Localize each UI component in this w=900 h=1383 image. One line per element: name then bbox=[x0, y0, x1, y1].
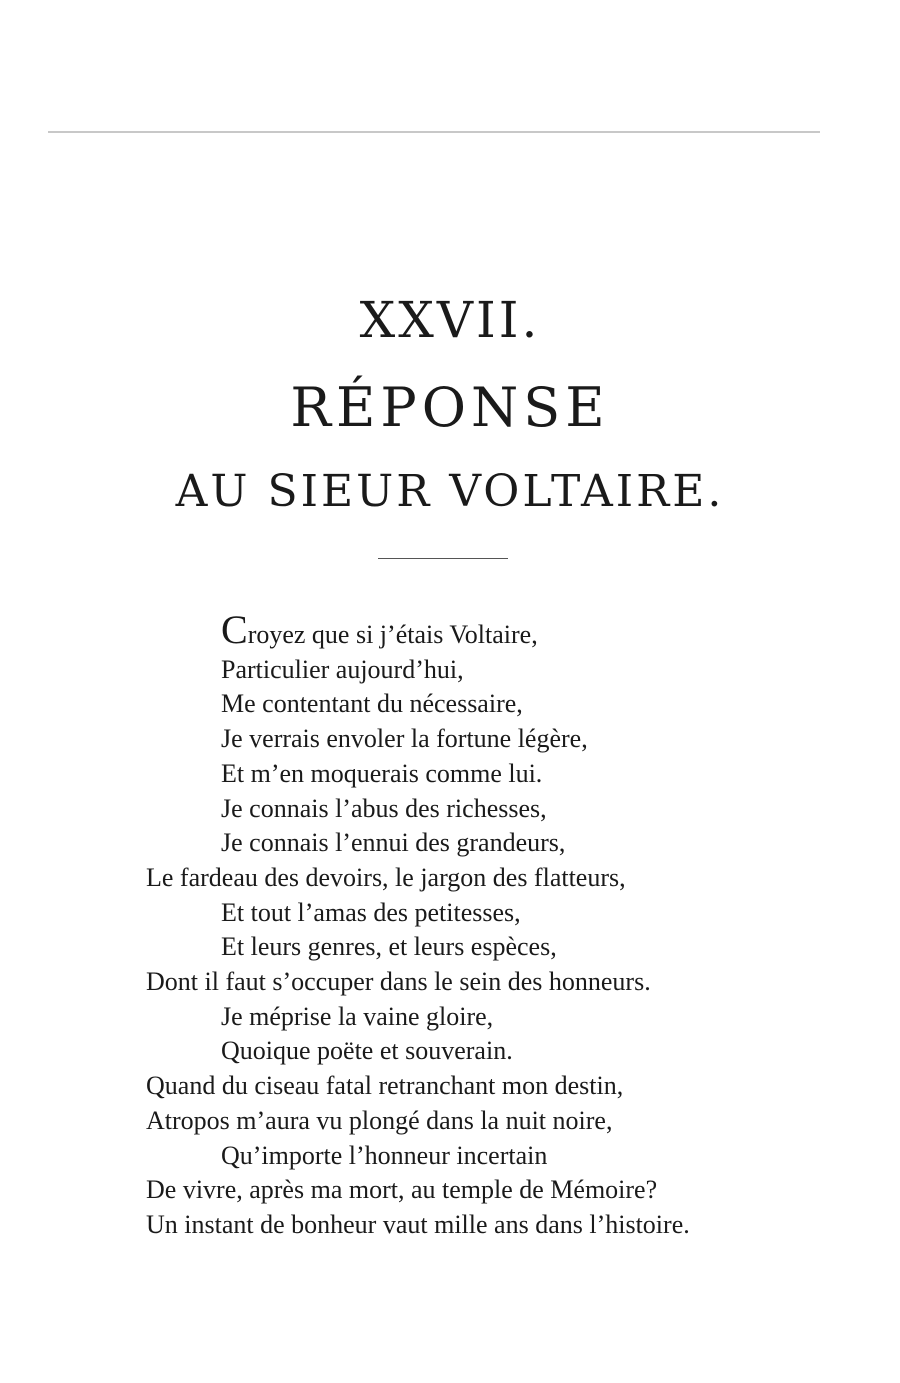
verse-line-text: royez que si j’étais Voltaire, bbox=[247, 620, 538, 649]
poem-body bbox=[0, 607, 900, 1243]
verse-line: Je connais l’abus des richesses, bbox=[221, 793, 547, 823]
verse-line: De vivre, après ma mort, au temple de Mémoire? bbox=[146, 1175, 658, 1205]
verse-line: Un instant de bonheur vaut mille ans dans l’histoire. bbox=[146, 1209, 690, 1239]
verse-line: Le fardeau des devoirs, le jargon des flatteurs, bbox=[146, 862, 626, 892]
poem-title: RÉPONSE bbox=[290, 376, 610, 439]
verse-line: Je méprise la vaine gloire, bbox=[221, 1001, 494, 1031]
verse-line: Je verrais envoler la fortune légère, bbox=[221, 724, 588, 754]
verse-line: Qu’importe l’honneur incertain bbox=[221, 1140, 548, 1170]
verse-line: Quand du ciseau fatal retranchant mon destin, bbox=[146, 1071, 624, 1101]
verse-line: Atropos m’aura vu plongé dans la nuit noire, bbox=[146, 1105, 613, 1135]
verse-line-1 bbox=[0, 607, 900, 653]
verse-line: Et m’en moquerais comme lui. bbox=[221, 758, 543, 788]
poem-subtitle: AU SIEUR VOLTAIRE. bbox=[175, 466, 725, 517]
verse-line: Quoique poëte et souverain. bbox=[221, 1036, 513, 1066]
drop-cap: C bbox=[221, 607, 248, 652]
top-rule bbox=[48, 131, 820, 133]
poem-number: XXVII. bbox=[359, 291, 541, 349]
verse-line: Et leurs genres, et leurs espèces, bbox=[221, 932, 557, 962]
verse-line: Particulier aujourd’hui, bbox=[221, 654, 464, 684]
verse-line: Dont il faut s’occuper dans le sein des honneurs. bbox=[146, 967, 651, 997]
verse-line: Et tout l’amas des petitesses, bbox=[221, 897, 521, 927]
verse-line: Je connais l’ennui des grandeurs, bbox=[221, 828, 566, 858]
verse-line: Me contentant du nécessaire, bbox=[221, 689, 523, 719]
title-divider bbox=[378, 558, 508, 559]
